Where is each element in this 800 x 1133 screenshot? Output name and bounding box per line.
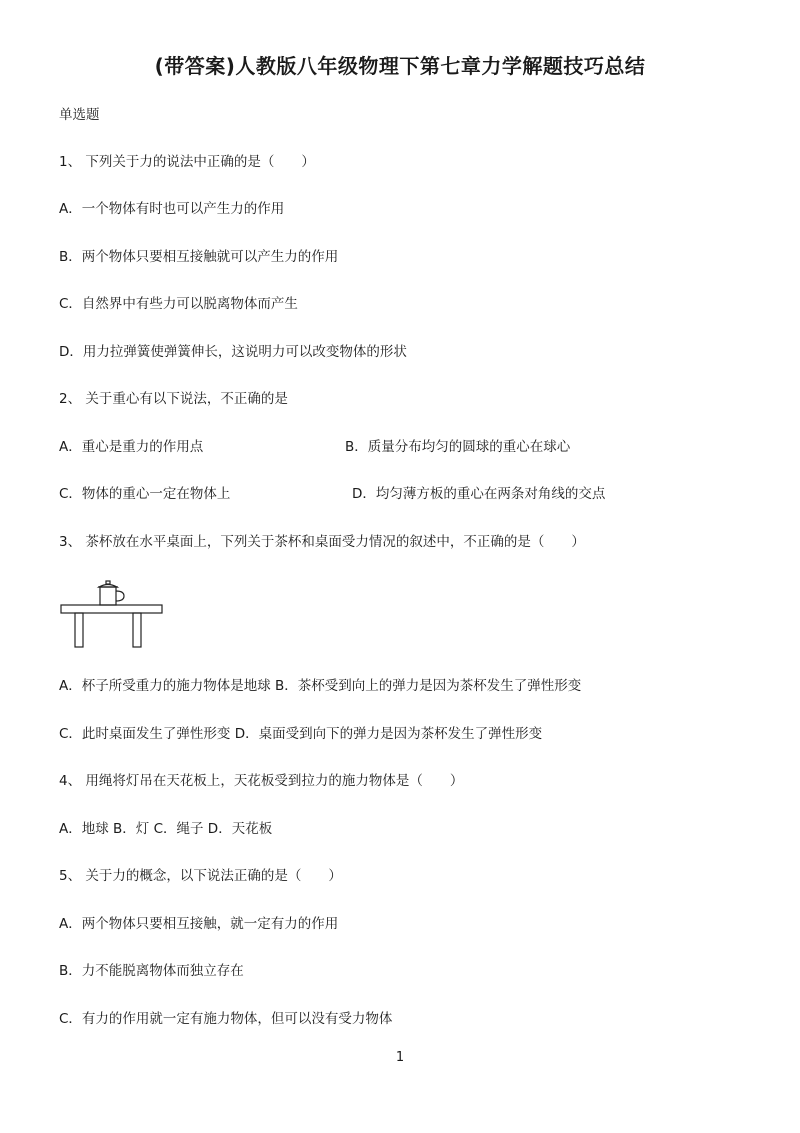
table-leg-left	[75, 613, 83, 647]
question-1-option-c: C．自然界中有些力可以脱离物体而产生	[59, 296, 298, 312]
question-2-option-a: A．重心是重力的作用点	[59, 439, 204, 455]
question-3-option-cd: C．此时桌面发生了弹性形变 D．桌面受到向下的弹力是因为茶杯发生了弹性形变	[59, 726, 543, 742]
question-5-option-c: C．有力的作用就一定有施力物体，但可以没有受力物体	[59, 1011, 393, 1027]
question-1-option-d: D．用力拉弹簧使弹簧伸长，这说明力可以改变物体的形状	[59, 344, 407, 360]
table-top	[61, 605, 162, 613]
question-5-stem: 5、 关于力的概念，以下说法正确的是（ ）	[59, 868, 342, 884]
section-label: 单选题	[59, 107, 100, 123]
question-3-option-ab: A．杯子所受重力的施力物体是地球 B．茶杯受到向上的弹力是因为茶杯发生了弹性形变	[59, 678, 582, 694]
cup-handle	[116, 591, 124, 601]
teacup-on-table-figure	[58, 578, 168, 650]
question-4-stem: 4、 用绳将灯吊在天花板上，天花板受到拉力的施力物体是（ ）	[59, 773, 464, 789]
cup-body	[100, 587, 116, 605]
question-4-options: A．地球 B．灯 C．绳子 D．天花板	[59, 821, 273, 837]
question-3-stem: 3、 茶杯放在水平桌面上，下列关于茶杯和桌面受力情况的叙述中，不正确的是（ ）	[59, 534, 585, 550]
question-5-option-b: B．力不能脱离物体而独立存在	[59, 963, 244, 979]
table-leg-right	[133, 613, 141, 647]
question-1-option-a: A．一个物体有时也可以产生力的作用	[59, 201, 285, 217]
question-5-option-a: A．两个物体只要相互接触，就一定有力的作用	[59, 916, 339, 932]
page-number: 1	[395, 1050, 405, 1065]
document-title: (带答案)人教版八年级物理下第七章力学解题技巧总结	[154, 54, 646, 78]
question-2-option-b: B．质量分布均匀的圆球的重心在球心	[345, 439, 571, 455]
cup-lid-knob	[106, 581, 110, 584]
question-1-option-b: B．两个物体只要相互接触就可以产生力的作用	[59, 249, 339, 265]
question-2-option-c: C．物体的重心一定在物体上	[59, 486, 231, 502]
question-2-stem: 2、 关于重心有以下说法，不正确的是	[59, 391, 288, 407]
question-2-option-d: D．均匀薄方板的重心在两条对角线的交点	[352, 486, 606, 502]
question-1-stem: 1、 下列关于力的说法中正确的是（ ）	[59, 154, 315, 170]
